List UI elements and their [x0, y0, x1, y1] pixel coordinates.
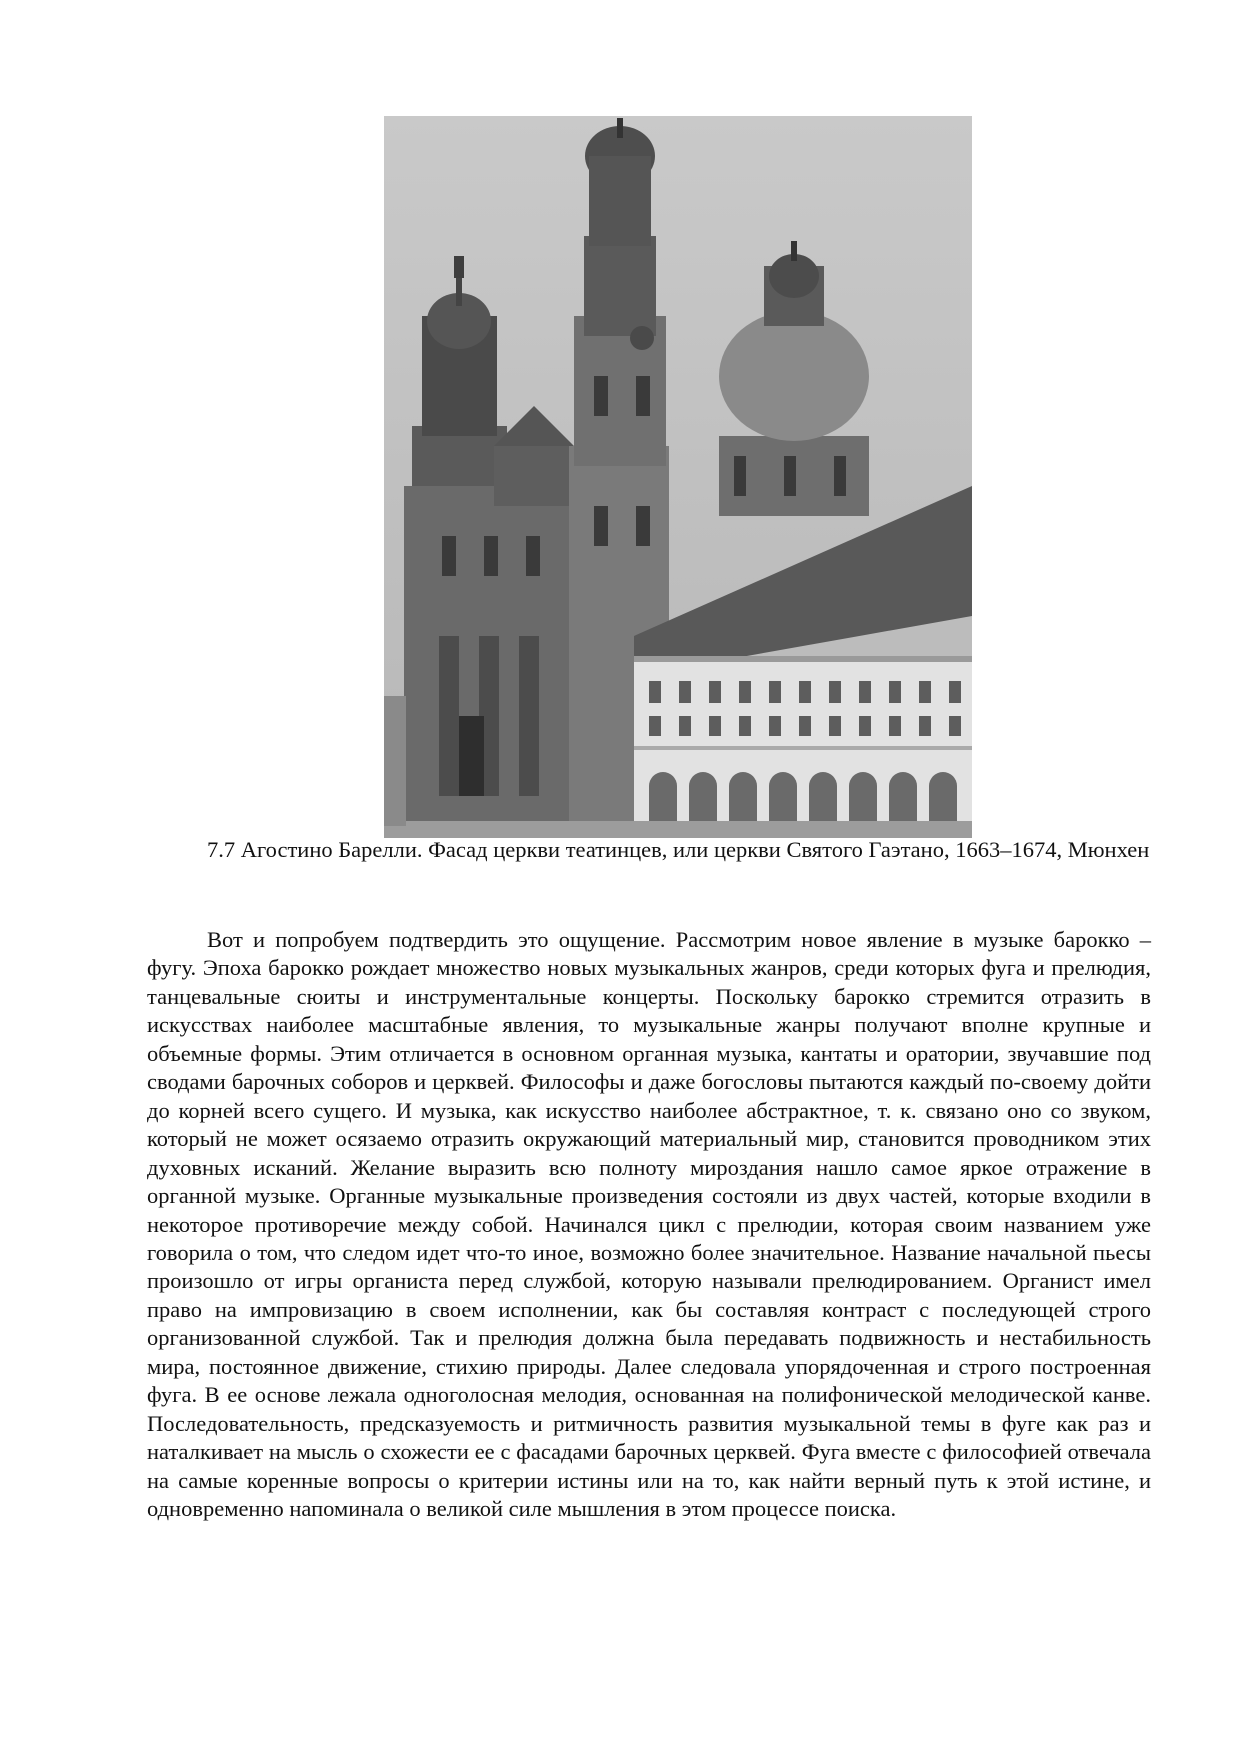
- church-photo: [384, 116, 972, 838]
- figure-caption: 7.7 Агостино Барелли. Фасад церкви театинцев, или церкви Святого Гаэтано, 1663–1674, Мюнхен: [207, 837, 1150, 862]
- body-paragraph: Вот и попробуем подтвердить это ощущение. Рассмотрим новое явление в музыке барокко – фугу. Эпоха барокко рождает множество новых музыкальных жанров, среди которых фуга и прелюдия, танцевальные сюиты и инструментальные концерты. Поскольку барокко стремится отразить в искусствах наиболее масштабные явления, то музыкальные жанры получают вполне крупные и объемные формы. Этим отличается в основном органная музыка, кантаты и оратории, звучавшие под сводами барочных соборов и церквей. Философы и даже богословы пытаются каждый по-своему дойти до корней всего сущего. И музыка, как искусство наиболее абстрактное, т. к. связано оно со звуком, который не может осязаемо отразить окружающий материальный мир, становится проводником этих духовных исканий. Желание выразить всю полноту мироздания нашло самое яркое отражение в органной музыке. Органные музыкальные произведения состояли из двух частей, которые входили в некоторое противоречие между собой. Начинался цикл с прелюдии, которая своим названием уже говорила о том, что следом идет что-то иное, возможно более значительное. Название начальной пьесы произошло от игры органиста перед службой, которую называли прелюдированием. Органист имел право на импровизацию в своем исполнении, как бы составляя контраст с последующей строго организованной службой. Так и прелюдия должна была передавать подвижность и нестабильность мира, постоянное движение, стихию природы. Далее следовала упорядоченная и строго построенная фуга. В ее основе лежала одноголосная мелодия, основанная на полифонической мелодической канве. Последовательность, предсказуемость и ритмичность развития музыкальной темы в фуге как раз и наталкивает на мысль о схожести ее с фасадами барочных церквей. Фуга вместе с философией отвечала на самые коренные вопросы о критерии истины или на то, как найти верный путь к этой истине, и одновременно напоминала о великой силе мышления в этом процессе поиска.: [147, 927, 1151, 1522]
- church-illustration: [384, 116, 972, 838]
